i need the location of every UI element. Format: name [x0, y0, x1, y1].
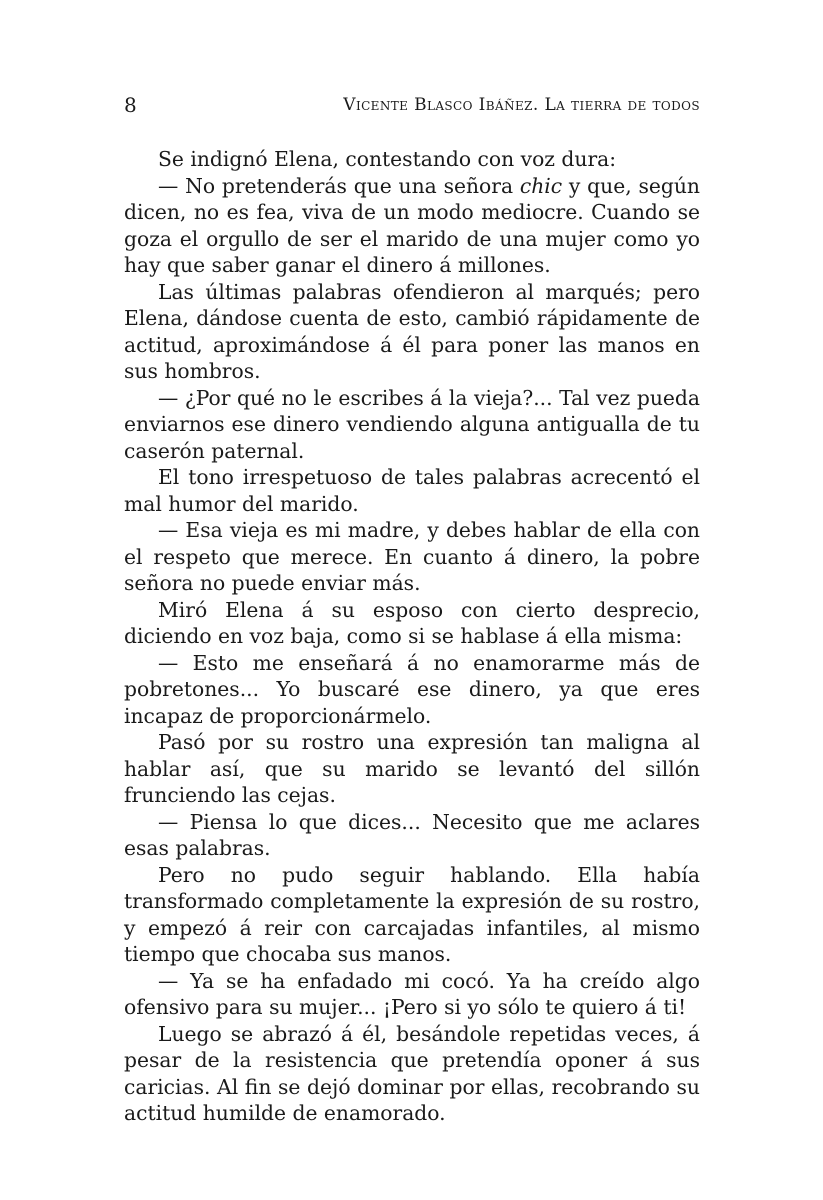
- paragraph: Pero no pudo seguir hablando. Ella había transformado completamente la expresión de su rostro, y empezó á reir con carcajadas infantiles, al mismo tiempo que chocaba sus manos.: [124, 862, 700, 966]
- paragraph: — Piensa lo que dices... Necesito que me aclares esas palabras.: [124, 809, 700, 860]
- paragraph: Se indignó Elena, contestando con voz dura:: [158, 147, 617, 171]
- paragraph-text: — No pretenderás que una señora: [158, 173, 520, 198]
- paragraph-text: y que, según dicen, no es fea, viva de un modo mediocre. Cuando se goza el orgullo de ser el marido de una mujer como yo hay que saber ganar el dinero á millones.: [124, 173, 700, 277]
- paragraph: — Ya se ha enfadado mi cocó. Ya ha creído algo ofensivo para su mujer... ¡Pero si yo sólo te quiero á ti!: [124, 968, 700, 1019]
- paragraph: Luego se abrazó á él, besándole repetidas veces, á pesar de la resistencia que pretendía oponer á sus caricias. Al fin se dejó dominar por ellas, recobrando su actitud humilde de enamorado.: [124, 1021, 700, 1125]
- paragraph: Miró Elena á su esposo con cierto desprecio, diciendo en voz baja, como si se hablase á ella misma:: [124, 597, 700, 648]
- paragraph: [124, 173, 700, 279]
- page-header: [124, 92, 700, 118]
- paragraph: Pasó por su rostro una expresión tan maligna al hablar así, que su marido se levantó del sillón frunciendo las cejas.: [124, 730, 700, 807]
- paragraph: Las últimas palabras ofendieron al marqués; pero Elena, dándose cuenta de esto, cambió rápidamente de actitud, aproximándose á él para poner las manos en sus hombros.: [124, 279, 700, 383]
- paragraph: El tono irrespetuoso de tales palabras acrecentó el mal humor del marido.: [124, 465, 700, 516]
- paragraph: — Esto me enseñará á no enamorarme más de pobretones... Yo buscaré ese dinero, ya que eres incapaz de proporcionármelo.: [124, 650, 700, 728]
- running-head: Vicente Blasco Ibáñez. La tierra de todos: [343, 95, 700, 115]
- paragraph: — Esa vieja es mi madre, y debes hablar de ella con el respeto que merece. En cuanto á dinero, la pobre señora no puede enviar más.: [124, 518, 700, 595]
- page-number: 8: [124, 93, 137, 117]
- paragraph: — ¿Por qué no le escribes á la vieja?... Tal vez pueda enviarnos ese dinero vendiendo alguna antigualla de tu caserón paternal.: [124, 385, 700, 463]
- italic-word: chic: [519, 173, 563, 198]
- body-text: [124, 146, 700, 1127]
